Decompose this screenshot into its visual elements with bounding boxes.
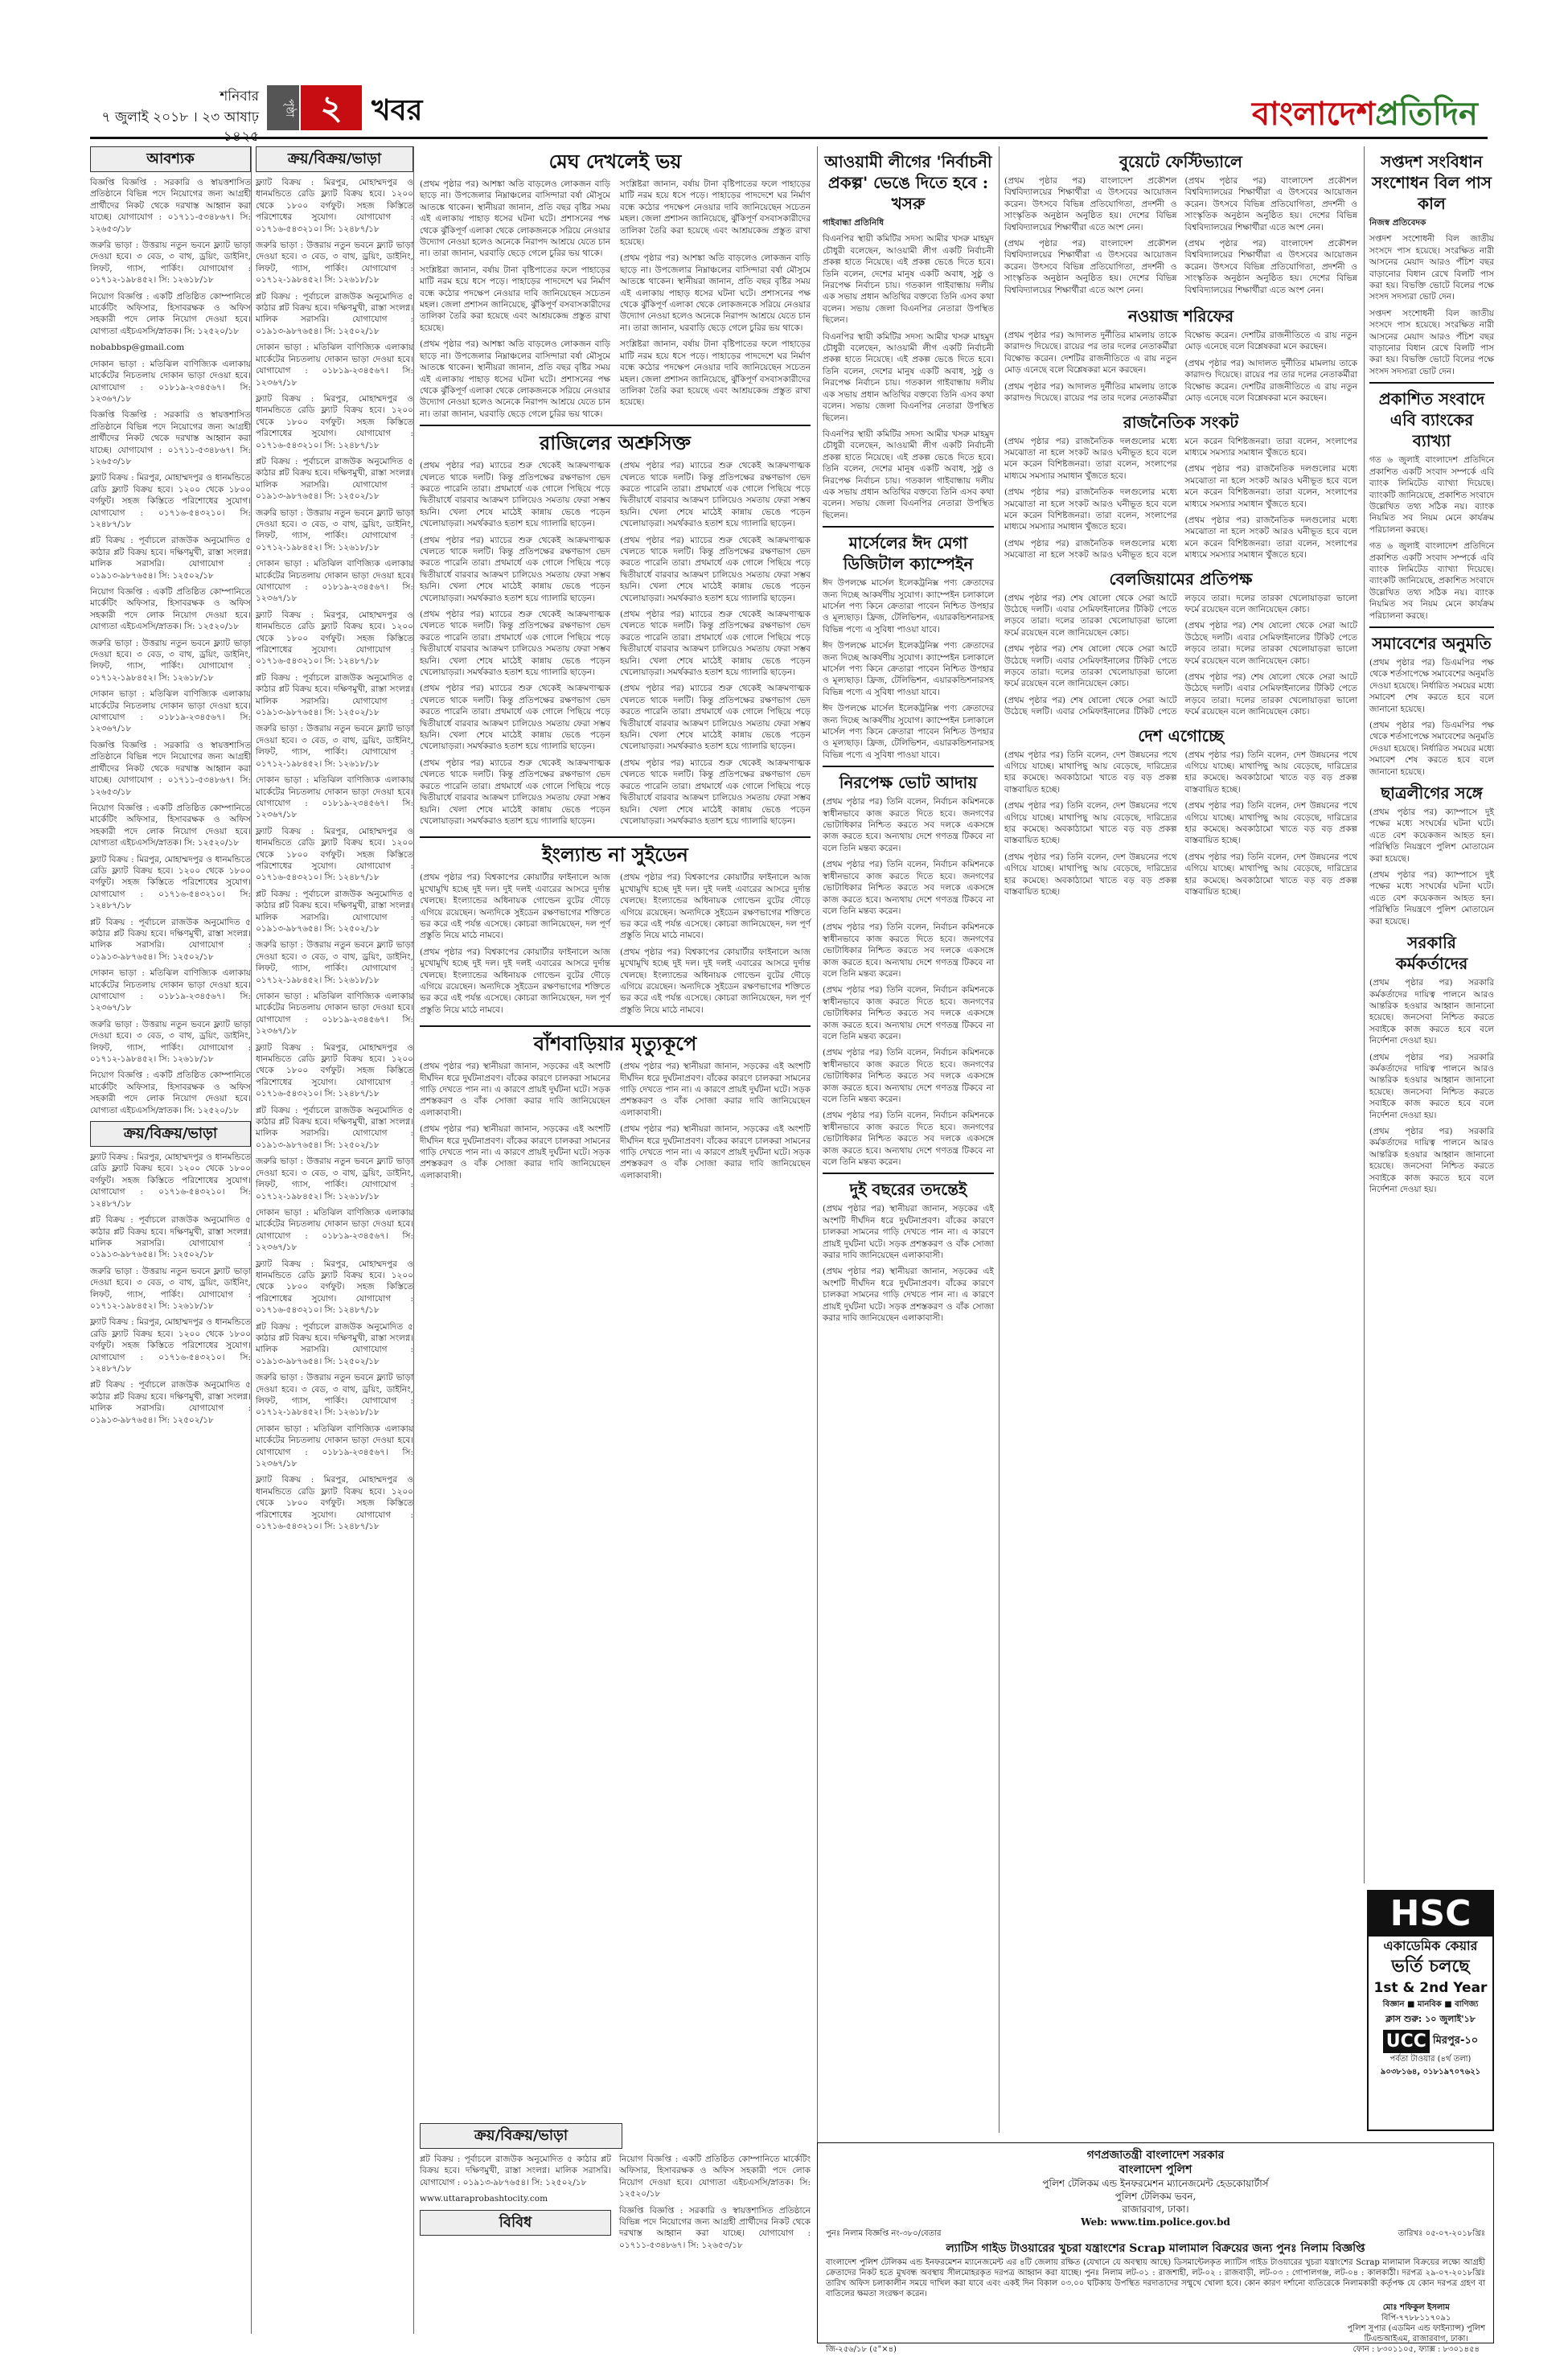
headline-amendment: সপ্তদশ সংবিধান সংশোধন বিল পাস কাল — [1372, 152, 1492, 213]
tender-signer: মোঃ শফিকুল ইসলাম — [1382, 2303, 1450, 2312]
story-paragraph: বিএনপির স্থায়ী কমিটির সদস্য আমীর খসরু মাহমুদ চৌধুরী বলেছেন, আওয়ামী লীগ একটি নির্বাচনী প্রকল্প হাতে নিয়েছে। এই প্রকল্প ভেঙে দিতে হবে। তিনি বলেন, দেশের মানুষ একটি অবাধ, সুষ্ঠু ও নিরপেক্ষ নির্বাচন চায়। গতকাল গাইবান্ধায় দলীয় এক সভায় প্রধান অতিথির বক্তব্যে তিনি এসব কথা বলেন। সভায় জেলা বিএনপির নেতারা উপস্থিত ছিলেন। — [823, 429, 994, 520]
classified-ad: ফ্ল্যাট বিক্রয় : মিরপুর, মোহাম্মদপুর ও ধানমন্ডিতে রেডি ফ্ল্যাট বিক্রয় হবে। ১২০০ থেকে ১৮০০ বর্গফুট। সহজ কিস্তিতে পরিশোধের সুযোগ। যোগাযোগ : ০১৭১৬-৫৪৩২১০। সি: ১২৪৮৭/১৮ — [256, 1042, 413, 1099]
story-paragraph: (প্রথম পৃষ্ঠার পর) তিনি বলেন, দেশ উন্নয়নের পথে এগিয়ে যাচ্ছে। মাথাপিছু আয় বেড়েছে, দারিদ্র্যের হার কমেছে। অবকাঠামো খাতে বড় বড় প্রকল্প বাস্তবায়িত হচ্ছে। — [1004, 750, 1177, 795]
date-label: ৭ জুলাই ২০১৮ । ২৩ আষাঢ় ১৪২৫ — [101, 109, 259, 145]
story-paragraph: (প্রথম পৃষ্ঠার পর) বিশ্বকাপের কোয়ার্টার ফাইনালে আজ মুখোমুখি হচ্ছে দুই দল। দুই দলই এবারের আসরে দুর্দান্ত খেলছে। ইংল্যান্ডের অধিনায়ক গোল্ডেন বুটের দৌড়ে এগিয়ে রয়েছেন। অন্যদিকে সুইডেন রক্ষণভাগের শক্তিতে ভর করে এই পর্যন্ত এসেছে। কোচরা জানিয়েছেন, দল পূর্ণ প্রস্তুতি নিয়ে মাঠে নামবে। — [420, 873, 610, 941]
story-paragraph: (প্রথম পৃষ্ঠার পর) স্থানীয়রা জানান, সড়কের এই অংশটি দীর্ঘদিন ধরে দুর্ঘটনাপ্রবণ। বাঁকের কারণে চালকরা সামনের গাড়ি দেখতে পান না। এ কারণে প্রায়ই দুর্ঘটনা ঘটে। সড়ক প্রশস্তকরণ ও বাঁক সোজা করার দাবি জানিয়েছেন এলাকাবাসী। — [420, 1124, 610, 1181]
story-paragraph: সপ্তদশ সংশোধনী বিল জাতীয় সংসদে পাস হয়েছে। সংরক্ষিত নারী আসনের মেয়াদ আরও পঁচিশ বছর বাড়ানোর বিধান রেখে বিলটি পাস করা হয়। বিভক্তি ভোটে বিলের পক্ষে সংসদ সদস্যরা ভোট দেন। — [1369, 234, 1494, 302]
story-body-buet — [1004, 175, 1357, 301]
headline-nawaz: নওয়াজ শরিফের — [1127, 306, 1234, 327]
divider — [823, 766, 994, 767]
story-paragraph: (প্রথম পৃষ্ঠার পর) ডিএমপির পক্ষ থেকে শর্তসাপেক্ষে সমাবেশের অনুমতি দেওয়া হয়েছে। নির্ধারিত সময়ের মধ্যে সমাবেশ শেষ করতে হবে বলে জানানো হয়েছে। — [1369, 657, 1494, 714]
story-paragraph: ঈদ উপলক্ষে মার্সেল ইলেকট্রনিক্স পণ্য ক্রেতাদের জন্য দিচ্ছে আকর্ষণীয় সুযোগ। ক্যাম্পেইন চলাকালে মার্সেল পণ্য কিনে ক্রেতারা পাবেন নিশ্চিত উপহার ও মূল্যছাড়। ফ্রিজ, টেলিভিশন, এয়ারকন্ডিশনারসহ বিভিন্ন পণ্যে এ সুবিধা পাওয়া যাবে। — [823, 704, 994, 760]
story-paragraph: (প্রথম পৃষ্ঠার পর) ম্যাচের শুরু থেকেই আক্রমণাত্মক খেলতে থাকে দলটি। কিন্তু প্রতিপক্ষের রক্ষণভাগ ভেদ করতে পারেনি তারা। প্রথমার্ধে এক গোলে পিছিয়ে পড়ে দ্বিতীয়ার্ধে বারবার আক্রমণ চালিয়েও সমতায় ফেরা সম্ভব হয়নি। খেলা শেষে মাঠেই কান্নায় ভেঙে পড়েন খেলোয়াড়রা। সমর্থকরাও হতাশ হয়ে গ্যালারি ছাড়েন। — [420, 758, 610, 826]
story-body-crisis — [1004, 436, 1357, 564]
classified-website: www.uttaraprobashtocity.com — [420, 2194, 548, 2204]
story-paragraph: (প্রথম পৃষ্ঠার পর) সরকারি কর্মকর্তাদের দায়িত্ব পালনে আরও আন্তরিক হওয়ার আহ্বান জানানো হয়েছে। জনসেবা নিশ্চিত করতে সবাইকে কাজ করতে হবে বলে নির্দেশনা দেওয়া হয়। — [1369, 1126, 1494, 1194]
story-paragraph: (প্রথম পৃষ্ঠার পর) তিনি বলেন, নির্বাচন কমিশনকে স্বাধীনভাবে কাজ করতে দিতে হবে। জনগণের ভোটাধিকার নিশ্চিত করতে সব দলকে একসঙ্গে কাজ করতে হবে। অন্যথায় দেশে গণতন্ত্র টিকবে না বলে তিনি মন্তব্য করেন। — [823, 922, 994, 979]
classified-ad: জরুরি ভাড়া : উত্তরায় নতুন ভবনে ফ্ল্যাট ভাড়া দেওয়া হবে। ৩ বেড, ৩ বাথ, ড্রয়িং, ডাইনিং, লিফট, গ্যাস, পার্কিং। যোগাযোগ : ০১৭১২-১৯৮৪৫২। সি: ১২৬১৮/১৮ — [90, 240, 251, 285]
page-label: পৃষ্ঠা — [267, 85, 299, 130]
headline-khasru: আওয়ামী লীগের 'নির্বাচনী প্রকল্প' ভেঙে দিতে হবে : খসরু — [824, 152, 992, 213]
tender-org: বাংলাদেশ পুলিশ — [1119, 2163, 1192, 2176]
story-paragraph: সংশ্লিষ্টরা জানান, বর্ষায় টানা বৃষ্টিপাতের ফলে পাহাড়ের মাটি নরম হয়ে ধসে পড়ে। পাহাড়ের পাদদেশে ঘর নির্মাণ বন্ধে কঠোর পদক্ষেপ নেওয়ার দাবি জানিয়েছেন সচেতন মহল। জেলা প্রশাসন জানিয়েছে, ঝুঁকিপূর্ণ বসবাসকারীদের তালিকা তৈরি করা হয়েছে এবং আশ্রয়কেন্দ্র প্রস্তুত রাখা হয়েছে। — [420, 265, 610, 333]
tender-signature-block — [1347, 2302, 1485, 2355]
story-paragraph: গত ৬ জুলাই বাংলাদেশ প্রতিদিনে প্রকাশিত একটি সংবাদ সম্পর্কে এবি ব্যাংক লিমিটেড ব্যাখ্যা দিয়েছে। ব্যাংকটি জানিয়েছে, প্রকাশিত সংবাদে উল্লেখিত তথ্য সঠিক নয়। ব্যাংক নিয়মিত সব নিয়ম মেনে কার্যক্রম পরিচালনা করছে। — [1369, 455, 1494, 535]
headline-crisis: রাজনৈতিক সংকট — [1123, 412, 1239, 432]
story-paragraph: (প্রথম পৃষ্ঠার পর) রাজনৈতিক দলগুলোর মধ্যে সমঝোতা না হলে সংকট আরও ঘনীভূত হবে বলে মনে করেন বিশিষ্টজনরা। তারা বলেন, সংলাপের মাধ্যমে সমস্যার সমাধান খুঁজতে হবে। — [1004, 436, 1357, 561]
story-paragraph: (প্রথম পৃষ্ঠার পর) আদালত দুর্নীতির মামলায় তাকে কারাদণ্ড দিয়েছে। রায়ের পর তার দলের নেতাকর্মীরা বিক্ষোভ করেন। দেশটির রাজনীতিতে এ রায় নতুন মোড় এনেছে বলে বিশ্লেষকরা মনে করছেন। — [1184, 358, 1357, 404]
story-paragraph: (প্রথম পৃষ্ঠার পর) স্থানীয়রা জানান, সড়কের এই অংশটি দীর্ঘদিন ধরে দুর্ঘটনাপ্রবণ। বাঁকের কারণে চালকরা সামনের গাড়ি দেখতে পান না। এ কারণে প্রায়ই দুর্ঘটনা ঘটে। সড়ক প্রশস্তকরণ ও বাঁক সোজা করার দাবি জানিয়েছেন এলাকাবাসী। — [823, 1204, 994, 1261]
classified-ad: প্লট বিক্রয় : পূর্বাচলে রাজউক অনুমোদিত ৫ কাঠার প্লট বিক্রয় হবে। দক্ষিণমুখী, রাস্তা সংলগ্ন। মালিক সরাসরি। যোগাযোগ : ০১৯১৩-৯৮৭৬৫৪। সি: ১২৫০২/১৮ — [90, 536, 251, 581]
tender-memo-row — [826, 2228, 1485, 2240]
classified-ad: নিয়োগ বিজ্ঞপ্তি : একটি প্রতিষ্ঠিত কোম্পানিতে মার্কেটিং অফিসার, হিসাবরক্ষক ও অফিস সহকারী পদে লোক নিয়োগ দেওয়া হবে। যোগ্যতা এইচএসসি/স্নাতক। সি: ১২৫২০/১৮ — [619, 2154, 811, 2199]
story-paragraph: (প্রথম পৃষ্ঠার পর) বাংলাদেশ প্রকৌশল বিশ্ববিদ্যালয়ের শিক্ষার্থীরা এ উৎসবের আয়োজন করেন। উৎসবে বিভিন্ন প্রতিযোগিতা, প্রদর্শনী ও সাংস্কৃতিক অনুষ্ঠান অনুষ্ঠিত হয়। দেশের বিভিন্ন বিশ্ববিদ্যালয়ের শিক্ষার্থীরা এতে অংশ নেন। — [1004, 176, 1177, 232]
classified-column-1 — [90, 146, 252, 2334]
headline-megh: মেঘ দেখলেই ভয় — [548, 150, 682, 173]
tender-date: তারিখঃ ০৫-০৭-২০১৮খ্রিঃ — [1398, 2229, 1485, 2238]
story-paragraph: (প্রথম পৃষ্ঠার পর) তিনি বলেন, নির্বাচন কমিশনকে স্বাধীনভাবে কাজ করতে দিতে হবে। জনগণের ভোটাধিকার নিশ্চিত করতে সব দলকে একসঙ্গে কাজ করতে হবে। অন্যথায় দেশে গণতন্ত্র টিকবে না বলে তিনি মন্তব্য করেন। — [823, 985, 994, 1041]
tender-place: পুলিশ টেলিকম ভবন, — [1114, 2191, 1197, 2202]
story-paragraph: (প্রথম পৃষ্ঠার পর) শেষ ষোলো থেকে সেরা আটে উঠেছে দলটি। এবার সেমিফাইনালের টিকিট পেতে লড়বে তারা। দলের তারকা খেলোয়াড়রা ভালো ফর্মে রয়েছেন বলে জানিয়েছেন কোচ। — [1184, 672, 1357, 717]
headline-rally: সমাবেশের অনুমতি — [1372, 633, 1492, 653]
story-paragraph: বিএনপির স্থায়ী কমিটির সদস্য আমীর খসরু মাহমুদ চৌধুরী বলেছেন, আওয়ামী লীগ একটি নির্বাচনী প্রকল্প হাতে নিয়েছে। এই প্রকল্প ভেঙে দিতে হবে। তিনি বলেন, দেশের মানুষ একটি অবাধ, সুষ্ঠু ও নিরপেক্ষ নির্বাচন চায়। গতকাল গাইবান্ধায় দলীয় এক সভায় প্রধান অতিথির বক্তব্যে তিনি এসব কথা বলেন। সভায় জেলা বিএনপির নেতারা উপস্থিত ছিলেন। — [823, 234, 994, 326]
classified-ad: জরুরি ভাড়া : উত্তরায় নতুন ভবনে ফ্ল্যাট ভাড়া দেওয়া হবে। ৩ বেড, ৩ বাথ, ড্রয়িং, ডাইনিং, লিফট, গ্যাস, পার্কিং। যোগাযোগ : ০১৭১২-১৯৮৪৫২। সি: ১২৬১৮/১৮ — [90, 1266, 251, 1311]
story-paragraph: (প্রথম পৃষ্ঠার পর) সরকারি কর্মকর্তাদের দায়িত্ব পালনে আরও আন্তরিক হওয়ার আহ্বান জানানো হয়েছে। জনসেবা নিশ্চিত করতে সবাইকে কাজ করতে হবে বলে নির্দেশনা দেওয়া হয়। — [1369, 1052, 1494, 1120]
story-paragraph: (প্রথম পৃষ্ঠার পর) বাংলাদেশ প্রকৌশল বিশ্ববিদ্যালয়ের শিক্ষার্থীরা এ উৎসবের আয়োজন করেন। উৎসবে বিভিন্ন প্রতিযোগিতা, প্রদর্শনী ও সাংস্কৃতিক অনুষ্ঠান অনুষ্ঠিত হয়। দেশের বিভিন্ন বিশ্ববিদ্যালয়ের শিক্ষার্থীরা এতে অংশ নেন। — [1184, 239, 1357, 295]
hsc-line2: ভর্তি চলছে — [1391, 1957, 1470, 1977]
tender-website: Web: www.tim.police.gov.bd — [1081, 2216, 1230, 2228]
story-paragraph: (প্রথম পৃষ্ঠার পর) ডিএমপির পক্ষ থেকে শর্তসাপেক্ষে সমাবেশের অনুমতি দেওয়া হয়েছে। নির্ধারিত সময়ের মধ্যে সমাবেশ শেষ করতে হবে বলে জানানো হয়েছে। — [1369, 721, 1494, 777]
divider — [420, 425, 811, 426]
classified-ad: জরুরি ভাড়া : উত্তরায় নতুন ভবনে ফ্ল্যাট ভাড়া দেওয়া হবে। ৩ বেড, ৩ বাথ, ড্রয়িং, ডাইনিং, লিফট, গ্যাস, পার্কিং। যোগাযোগ : ০১৭১২-১৯৮৪৫২। সি: ১২৬১৮/১৮ — [90, 638, 251, 683]
classified-ad: দোকান ভাড়া : মতিঝিল বাণিজ্যিক এলাকায় মার্কেটের নিচতলায় দোকান ভাড়া দেওয়া হবে। যোগাযোগ : ০১৮১৯-২৩৪৫৬৭। সি: ১২৩৬৭/১৮ — [256, 559, 413, 604]
tender-contact: ফোন : ৮৩০১১০৫, ফ্যাক্স : ৮৩০১৪৫৪ — [1353, 2345, 1480, 2354]
classified-header-1: আবশ্যক — [90, 146, 251, 172]
classified-ad: ফ্ল্যাট বিক্রয় : মিরপুর, মোহাম্মদপুর ও ধানমন্ডিতে রেডি ফ্ল্যাট বিক্রয় হবে। ১২০০ থেকে ১৮০০ বর্গফুট। সহজ কিস্তিতে পরিশোধের সুযোগ। যোগাযোগ : ০১৭১৬-৫৪৩২১০। সি: ১২৪৮৭/১৮ — [256, 1259, 413, 1316]
story-paragraph: সংশ্লিষ্টরা জানান, বর্ষায় টানা বৃষ্টিপাতের ফলে পাহাড়ের মাটি নরম হয়ে ধসে পড়ে। পাহাড়ের পাদদেশে ঘর নির্মাণ বন্ধে কঠোর পদক্ষেপ নেওয়ার দাবি জানিয়েছেন সচেতন মহল। জেলা প্রশাসন জানিয়েছে, ঝুঁকিপূর্ণ বসবাসকারীদের তালিকা তৈরি করা হয়েছে এবং আশ্রয়কেন্দ্র প্রস্তুত রাখা হয়েছে। — [620, 339, 811, 408]
story-paragraph: (প্রথম পৃষ্ঠার পর) ম্যাচের শুরু থেকেই আক্রমণাত্মক খেলতে থাকে দলটি। কিন্তু প্রতিপক্ষের রক্ষণভাগ ভেদ করতে পারেনি তারা। প্রথমার্ধে এক গোলে পিছিয়ে পড়ে দ্বিতীয়ার্ধে বারবার আক্রমণ চালিয়েও সমতায় ফেরা সম্ভব হয়নি। খেলা শেষে মাঠেই কান্নায় ভেঙে পড়েন খেলোয়াড়রা। সমর্থকরাও হতাশ হয়ে গ্যালারি ছাড়েন। — [420, 684, 610, 752]
headline-england: ইংল্যান্ড না সুইডেন — [542, 843, 688, 867]
classified-ad: জরুরি ভাড়া : উত্তরায় নতুন ভবনে ফ্ল্যাট ভাড়া দেওয়া হবে। ৩ বেড, ৩ বাথ, ড্রয়িং, ডাইনিং, লিফট, গ্যাস, পার্কিং। যোগাযোগ : ০১৭১২-১৯৮৪৫২। সি: ১২৬১৮/১৮ — [256, 724, 413, 769]
tender-memo: পুনঃ নিলাম বিজ্ঞপ্তি নং-৩৮০/বেতার — [826, 2229, 942, 2238]
story-body-bashbaria — [420, 1061, 811, 1186]
story-paragraph: (প্রথম পৃষ্ঠার পর) তিনি বলেন, নির্বাচন কমিশনকে স্বাধীনভাবে কাজ করতে দিতে হবে। জনগণের ভোটাধিকার নিশ্চিত করতে সব দলকে একসঙ্গে কাজ করতে হবে। অন্যথায় দেশে গণতন্ত্র টিকবে না বলে তিনি মন্তব্য করেন। — [823, 1111, 994, 1168]
classified-ad: দোকান ভাড়া : মতিঝিল বাণিজ্যিক এলাকায় মার্কেটের নিচতলায় দোকান ভাড়া দেওয়া হবে। যোগাযোগ : ০১৮১৯-২৩৪৫৬৭। সি: ১২৩৬৭/১৮ — [90, 968, 251, 1013]
story-paragraph: গত ৬ জুলাই বাংলাদেশ প্রতিদিনে প্রকাশিত একটি সংবাদ সম্পর্কে এবি ব্যাংক লিমিটেড ব্যাখ্যা দিয়েছে। ব্যাংকটি জানিয়েছে, প্রকাশিত সংবাদে উল্লেখিত তথ্য সঠিক নয়। ব্যাংক নিয়মিত সব নিয়ম মেনে কার্যক্রম পরিচালনা করছে। — [1369, 541, 1494, 621]
headline-ab-bank: প্রকাশিত সংবাদে এবি ব্যাংকের ব্যাখ্যা — [1378, 389, 1485, 451]
classified-ad: ফ্ল্যাট বিক্রয় : মিরপুর, মোহাম্মদপুর ও ধানমন্ডিতে রেডি ফ্ল্যাট বিক্রয় হবে। ১২০০ থেকে ১৮০০ বর্গফুট। সহজ কিস্তিতে পরিশোধের সুযোগ। যোগাযোগ : ০১৭১৬-৫৪৩২১০। সি: ১২৪৮৭/১৮ — [256, 826, 413, 883]
mid-classifieds — [420, 2123, 811, 2332]
classified-ad: বিজ্ঞপ্তি বিজ্ঞপ্তি : সরকারি ও স্বায়ত্তশাসিত প্রতিষ্ঠানে বিভিন্ন পদে নিয়োগের জন্য আগ্রহী প্রার্থীদের নিকট থেকে দরখাস্ত আহ্বান করা যাচ্ছে। যোগাযোগ : ০১৭১১-৫৩৪৮৬৭। সি: ১২৬৫৩/১৮ — [90, 410, 251, 466]
classified-ad: বিজ্ঞপ্তি বিজ্ঞপ্তি : সরকারি ও স্বায়ত্তশাসিত প্রতিষ্ঠানে বিভিন্ন পদে নিয়োগের জন্য আগ্রহী প্রার্থীদের নিকট থেকে দরখাস্ত আহ্বান করা যাচ্ছে। যোগাযোগ : ০১৭১১-৫৩৪৮৬৭। সি: ১২৬৫৩/১৮ — [90, 178, 251, 234]
headline-belgium: বেলজিয়ামের প্রতিপক্ষ — [1109, 569, 1253, 589]
classified-ad: নিয়োগ বিজ্ঞপ্তি : একটি প্রতিষ্ঠিত কোম্পানিতে মার্কেটিং অফিসার, হিসাবরক্ষক ও অফিস সহকারী পদে লোক নিয়োগ দেওয়া হবে। যোগ্যতা এইচএসসি/স্নাতক। সি: ১২৫২০/১৮ — [90, 1070, 251, 1115]
classified-ad: প্লট বিক্রয় : পূর্বাচলে রাজউক অনুমোদিত ৫ কাঠার প্লট বিক্রয় হবে। দক্ষিণমুখী, রাস্তা সংলগ্ন। মালিক সরাসরি। যোগাযোগ : ০১৯১৩-৯৮৭৬৫৪। সি: ১২৫০২/১৮ — [256, 291, 413, 336]
divider — [823, 1173, 994, 1174]
story-paragraph: (প্রথম পৃষ্ঠার পর) ম্যাচের শুরু থেকেই আক্রমণাত্মক খেলতে থাকে দলটি। কিন্তু প্রতিপক্ষের রক্ষণভাগ ভেদ করতে পারেনি তারা। প্রথমার্ধে এক গোলে পিছিয়ে পড়ে দ্বিতীয়ার্ধে বারবার আক্রমণ চালিয়েও সমতায় ফেরা সম্ভব হয়নি। খেলা শেষে মাঠেই কান্নায় ভেঙে পড়েন খেলোয়াড়রা। সমর্থকরাও হতাশ হয়ে গ্যালারি ছাড়েন। — [620, 535, 811, 603]
section-title: খবর — [371, 93, 423, 127]
classified-ad: ফ্ল্যাট বিক্রয় : মিরপুর, মোহাম্মদপুর ও ধানমন্ডিতে রেডি ফ্ল্যাট বিক্রয় হবে। ১২০০ থেকে ১৮০০ বর্গফুট। সহজ কিস্তিতে পরিশোধের সুযোগ। যোগাযোগ : ০১৭১৬-৫৪৩২১০। সি: ১২৪৮৭/১৮ — [90, 854, 251, 911]
story-paragraph: (প্রথম পৃষ্ঠার পর) সরকারি কর্মকর্তাদের দায়িত্ব পালনে আরও আন্তরিক হওয়ার আহ্বান জানানো হয়েছে। জনসেবা নিশ্চিত করতে সবাইকে কাজ করতে হবে বলে নির্দেশনা দেওয়া হয়। — [1369, 978, 1494, 1046]
tender-unit: পুলিশ টেলিকম এন্ড ইনফরমেশন ম্যানেজমেন্ট হেডকোয়ার্টার্স — [1042, 2178, 1269, 2189]
story-body-england — [420, 872, 811, 1021]
story-paragraph: (প্রথম পৃষ্ঠার পর) বিশ্বকাপের কোয়ার্টার ফাইনালে আজ মুখোমুখি হচ্ছে দুই দল। দুই দলই এবারের আসরে দুর্দান্ত খেলছে। ইংল্যান্ডের অধিনায়ক গোল্ডেন বুটের দৌড়ে এগিয়ে রয়েছেন। অন্যদিকে সুইডেন রক্ষণভাগের শক্তিতে ভর করে এই পর্যন্ত এসেছে। কোচরা জানিয়েছেন, দল পূর্ণ প্রস্তুতি নিয়ে মাঠে নামবে। — [420, 947, 610, 1015]
story-paragraph: (প্রথম পৃষ্ঠার পর) আদালত দুর্নীতির মামলায় তাকে কারাদণ্ড দিয়েছে। রায়ের পর তার দলের নেতাকর্মীরা বিক্ষোভ করেন। দেশটির রাজনীতিতে এ রায় নতুন মোড় এনেছে বলে বিশ্লেষকরা মনে করছেন। — [1004, 331, 1177, 376]
headline-officials: সরকারি কর্মকর্তাদের — [1395, 933, 1468, 974]
headline-bashbaria: বাঁশবাড়িয়ার মৃত্যুকূপে — [533, 1032, 697, 1056]
hsc-address: পর্বতা টাওয়ার (৪র্থ তলা) — [1389, 2055, 1472, 2064]
story-paragraph: (প্রথম পৃষ্ঠার পর) তিনি বলেন, দেশ উন্নয়নের পথে এগিয়ে যাচ্ছে। মাথাপিছু আয় বেড়েছে, দারিদ্র্যের হার কমেছে। অবকাঠামো খাতে বড় বড় প্রকল্প বাস্তবায়িত হচ্ছে। — [1184, 852, 1357, 897]
headline-buet: বুয়েটে ফেস্টিভ্যালে — [1119, 152, 1242, 171]
classified-column-2 — [256, 146, 414, 2334]
headline-country: দেশ এগোচ্ছে — [1138, 725, 1224, 745]
story-paragraph: (প্রথম পৃষ্ঠার পর) ক্যাম্পাসে দুই পক্ষের মধ্যে সংঘর্ষের ঘটনা ঘটে। এতে বেশ কয়েকজন আহত হন। পরিস্থিতি নিয়ন্ত্রণে পুলিশ মোতায়েন করা হয়েছে। — [1369, 870, 1494, 926]
classified-ad: দোকান ভাড়া : মতিঝিল বাণিজ্যিক এলাকায় মার্কেটের নিচতলায় দোকান ভাড়া দেওয়া হবে। যোগাযোগ : ০১৮১৯-২৩৪৫৬৭। সি: ১২৩৬৭/১৮ — [256, 343, 413, 388]
tender-ref: জি-২৫৬/১৮ (৫"×৪) — [826, 2345, 897, 2354]
mid-classified-header2: বিবিধ — [420, 2210, 611, 2236]
story-paragraph: (প্রথম পৃষ্ঠার পর) স্থানীয়রা জানান, সড়কের এই অংশটি দীর্ঘদিন ধরে দুর্ঘটনাপ্রবণ। বাঁকের কারণে চালকরা সামনের গাড়ি দেখতে পান না। এ কারণে প্রায়ই দুর্ঘটনা ঘটে। সড়ক প্রশস্তকরণ ও বাঁক সোজা করার দাবি জানিয়েছেন এলাকাবাসী। — [620, 1062, 811, 1118]
story-paragraph: (প্রথম পৃষ্ঠার পর) ম্যাচের শুরু থেকেই আক্রমণাত্মক খেলতে থাকে দলটি। কিন্তু প্রতিপক্ষের রক্ষণভাগ ভেদ করতে পারেনি তারা। প্রথমার্ধে এক গোলে পিছিয়ে পড়ে দ্বিতীয়ার্ধে বারবার আক্রমণ চালিয়েও সমতায় ফেরা সম্ভব হয়নি। খেলা শেষে মাঠেই কান্নায় ভেঙে পড়েন খেলোয়াড়রা। সমর্থকরাও হতাশ হয়ে গ্যালারি ছাড়েন। — [620, 461, 811, 529]
classified-ad: বিজ্ঞপ্তি বিজ্ঞপ্তি : সরকারি ও স্বায়ত্তশাসিত প্রতিষ্ঠানে বিভিন্ন পদে নিয়োগের জন্য আগ্রহী প্রার্থীদের নিকট থেকে দরখাস্ত আহ্বান করা যাচ্ছে। যোগাযোগ : ০১৭১১-৫৩৪৮৬৭। সি: ১২৬৫৩/১৮ — [90, 740, 251, 797]
story-paragraph: সপ্তদশ সংশোধনী বিল জাতীয় সংসদে পাস হয়েছে। সংরক্ষিত নারী আসনের মেয়াদ আরও পঁচিশ বছর বাড়ানোর বিধান রেখে বিলটি পাস করা হয়। বিভক্তি ভোটে বিলের পক্ষে সংসদ সদস্যরা ভোট দেন। — [1369, 308, 1494, 376]
story-body-brazil — [420, 460, 811, 832]
story-paragraph: (প্রথম পৃষ্ঠার পর) তিনি বলেন, দেশ উন্নয়নের পথে এগিয়ে যাচ্ছে। মাথাপিছু আয় বেড়েছে, দারিদ্র্যের হার কমেছে। অবকাঠামো খাতে বড় বড় প্রকল্প বাস্তবায়িত হচ্ছে। — [1004, 801, 1177, 846]
classified-header-2: ক্রয়/বিক্রয়/ভাড়া — [256, 146, 413, 172]
classified-ad: প্লট বিক্রয় : পূর্বাচলে রাজউক অনুমোদিত ৫ কাঠার প্লট বিক্রয় হবে। দক্ষিণমুখী, রাস্তা সংলগ্ন। মালিক সরাসরি। যোগাযোগ : ০১৯১৩-৯৮৭৬৫৪। সি: ১২৫০২/১৮ — [256, 1105, 413, 1150]
story-paragraph: ঈদ উপলক্ষে মার্সেল ইলেকট্রনিক্স পণ্য ক্রেতাদের জন্য দিচ্ছে আকর্ষণীয় সুযোগ। ক্যাম্পেইন চলাকালে মার্সেল পণ্য কিনে ক্রেতারা পাবেন নিশ্চিত উপহার ও মূল্যছাড়। ফ্রিজ, টেলিভিশন, এয়ারকন্ডিশনারসহ বিভিন্ন পণ্যে এ সুবিধা পাওয়া যাবে। — [823, 641, 994, 697]
headline-two-years: দুই বছরের তদন্তেই — [849, 1180, 967, 1200]
classified-ad: নিয়োগ বিজ্ঞপ্তি : একটি প্রতিষ্ঠিত কোম্পানিতে মার্কেটিং অফিসার, হিসাবরক্ষক ও অফিস সহকারী পদে লোক নিয়োগ দেওয়া হবে। যোগ্যতা এইচএসসি/স্নাতক। সি: ১২৫২০/১৮ — [90, 291, 251, 336]
classified-ad: প্লট বিক্রয় : পূর্বাচলে রাজউক অনুমোদিত ৫ কাঠার প্লট বিক্রয় হবে। দক্ষিণমুখী, রাস্তা সংলগ্ন। মালিক সরাসরি। যোগাযোগ : ০১৯১৩-৯৮৭৬৫৪। সি: ১২৫০২/১৮ — [420, 2154, 611, 2187]
classified-ad: জরুরি ভাড়া : উত্তরায় নতুন ভবনে ফ্ল্যাট ভাড়া দেওয়া হবে। ৩ বেড, ৩ বাথ, ড্রয়িং, ডাইনিং, লিফট, গ্যাস, পার্কিং। যোগাযোগ : ০১৭১২-১৯৮৪৫২। সি: ১২৬১৮/১৮ — [256, 507, 413, 552]
classified-ad: জরুরি ভাড়া : উত্তরায় নতুন ভবনে ফ্ল্যাট ভাড়া দেওয়া হবে। ৩ বেড, ৩ বাথ, ড্রয়িং, ডাইনিং, লিফট, গ্যাস, পার্কিং। যোগাযোগ : ০১৭১২-১৯৮৪৫২। সি: ১২৬১৮/১৮ — [256, 240, 413, 285]
story-paragraph: বিএনপির স্থায়ী কমিটির সদস্য আমীর খসরু মাহমুদ চৌধুরী বলেছেন, আওয়ামী লীগ একটি নির্বাচনী প্রকল্প হাতে নিয়েছে। এই প্রকল্প ভেঙে দিতে হবে। তিনি বলেন, দেশের মানুষ একটি অবাধ, সুষ্ঠু ও নিরপেক্ষ নির্বাচন চায়। গতকাল গাইবান্ধায় দলীয় এক সভায় প্রধান অতিথির বক্তব্যে তিনি এসব কথা বলেন। সভায় জেলা বিএনপির নেতারা উপস্থিত ছিলেন। — [823, 331, 994, 423]
hsc-line1: একাডেমিক কেয়ার — [1383, 1938, 1478, 1953]
divider — [420, 1025, 811, 1027]
page-number: ২ — [301, 85, 362, 130]
story-paragraph: (প্রথম পৃষ্ঠার পর) বিশ্বকাপের কোয়ার্টার ফাইনালে আজ মুখোমুখি হচ্ছে দুই দল। দুই দলই এবারের আসরে দুর্দান্ত খেলছে। ইংল্যান্ডের অধিনায়ক গোল্ডেন বুটের দৌড়ে এগিয়ে রয়েছেন। অন্যদিকে সুইডেন রক্ষণভাগের শক্তিতে ভর করে এই পর্যন্ত এসেছে। কোচরা জানিয়েছেন, দল পূর্ণ প্রস্তুতি নিয়ে মাঠে নামবে। — [620, 947, 811, 1015]
tender-signer-title: পুলিশ সুপার (এডমিন এন্ড ফাইন্যান্স) পুলিশ — [1347, 2324, 1485, 2333]
classified-ad: প্লট বিক্রয় : পূর্বাচলে রাজউক অনুমোদিত ৫ কাঠার প্লট বিক্রয় হবে। দক্ষিণমুখী, রাস্তা সংলগ্ন। মালিক সরাসরি। যোগাযোগ : ০১৯১৩-৯৮৭৬৫৪। সি: ১২৫০২/১৮ — [90, 917, 251, 962]
mid-classified-body — [420, 2154, 811, 2251]
story-paragraph: (প্রথম পৃষ্ঠার পর) ম্যাচের শুরু থেকেই আক্রমণাত্মক খেলতে থাকে দলটি। কিন্তু প্রতিপক্ষের রক্ষণভাগ ভেদ করতে পারেনি তারা। প্রথমার্ধে এক গোলে পিছিয়ে পড়ে দ্বিতীয়ার্ধে বারবার আক্রমণ চালিয়েও সমতায় ফেরা সম্ভব হয়নি। খেলা শেষে মাঠেই কান্নায় ভেঙে পড়েন খেলোয়াড়রা। সমর্থকরাও হতাশ হয়ে গ্যালারি ছাড়েন। — [420, 535, 610, 603]
story-paragraph: (প্রথম পৃষ্ঠার পর) বিশ্বকাপের কোয়ার্টার ফাইনালে আজ মুখোমুখি হচ্ছে দুই দল। দুই দলই এবারের আসরে দুর্দান্ত খেলছে। ইংল্যান্ডের অধিনায়ক গোল্ডেন বুটের দৌড়ে এগিয়ে রয়েছেন। অন্যদিকে সুইডেন রক্ষণভাগের শক্তিতে ভর করে এই পর্যন্ত এসেছে। কোচরা জানিয়েছেন, দল পূর্ণ প্রস্তুতি নিয়ে মাঠে নামবে। — [620, 873, 811, 941]
classified-ad: প্লট বিক্রয় : পূর্বাচলে রাজউক অনুমোদিত ৫ কাঠার প্লট বিক্রয় হবে। দক্ষিণমুখী, রাস্তা সংলগ্ন। মালিক সরাসরি। যোগাযোগ : ০১৯১৩-৯৮৭৬৫৪। সি: ১২৫০২/১৮ — [90, 1215, 251, 1260]
classified-ad: ফ্ল্যাট বিক্রয় : মিরপুর, মোহাম্মদপুর ও ধানমন্ডিতে রেডি ফ্ল্যাট বিক্রয় হবে। ১২০০ থেকে ১৮০০ বর্গফুট। সহজ কিস্তিতে পরিশোধের সুযোগ। যোগাযোগ : ০১৭১৬-৫৪৩২১০। সি: ১২৪৮৭/১৮ — [256, 178, 413, 234]
divider — [823, 526, 994, 528]
story-body-belgium — [1004, 593, 1357, 721]
story-paragraph: (প্রথম পৃষ্ঠার পর) ম্যাচের শুরু থেকেই আক্রমণাত্মক খেলতে থাকে দলটি। কিন্তু প্রতিপক্ষের রক্ষণভাগ ভেদ করতে পারেনি তারা। প্রথমার্ধে এক গোলে পিছিয়ে পড়ে দ্বিতীয়ার্ধে বারবার আক্রমণ চালিয়েও সমতায় ফেরা সম্ভব হয়নি। খেলা শেষে মাঠেই কান্নায় ভেঙে পড়েন খেলোয়াড়রা। সমর্থকরাও হতাশ হয়ে গ্যালারি ছাড়েন। — [620, 758, 811, 826]
story-paragraph: (প্রথম পৃষ্ঠার পর) বাংলাদেশ প্রকৌশল বিশ্ববিদ্যালয়ের শিক্ষার্থীরা এ উৎসবের আয়োজন করেন। উৎসবে বিভিন্ন প্রতিযোগিতা, প্রদর্শনী ও সাংস্কৃতিক অনুষ্ঠান অনুষ্ঠিত হয়। দেশের বিভিন্ন বিশ্ববিদ্যালয়ের শিক্ষার্থীরা এতে অংশ নেন। — [1184, 176, 1357, 232]
story-paragraph: (প্রথম পৃষ্ঠার পর) রাজনৈতিক দলগুলোর মধ্যে সমঝোতা না হলে সংকট আরও ঘনীভূত হবে বলে মনে করেন বিশিষ্টজনরা। তারা বলেন, সংলাপের মাধ্যমে সমস্যার সমাধান খুঁজতে হবে। — [1184, 515, 1357, 561]
hsc-advertisement — [1367, 1890, 1494, 2131]
story-paragraph: (প্রথম পৃষ্ঠার পর) রাজনৈতিক দলগুলোর মধ্যে সমঝোতা না হলে সংকট আরও ঘনীভূত হবে বলে মনে করেন বিশিষ্টজনরা। তারা বলেন, সংলাপের মাধ্যমে সমস্যার সমাধান খুঁজতে হবে। — [1184, 464, 1357, 509]
headline-chhatra-league: ছাত্রলীগের সঙ্গে — [1381, 783, 1483, 803]
hsc-branch: মিরপুর-১০ — [1432, 2035, 1479, 2047]
tender-signer-office: টিএন্ডআইএম, রাজারবাগ, ঢাকা। — [1364, 2335, 1468, 2343]
classified-ad: প্লট বিক্রয় : পূর্বাচলে রাজউক অনুমোদিত ৫ কাঠার প্লট বিক্রয় হবে। দক্ষিণমুখী, রাস্তা সংলগ্ন। মালিক সরাসরি। যোগাযোগ : ০১৯১৩-৯৮৭৬৫৪। সি: ১২৫০২/১৮ — [256, 672, 413, 718]
classified-ad: ফ্ল্যাট বিক্রয় : মিরপুর, মোহাম্মদপুর ও ধানমন্ডিতে রেডি ফ্ল্যাট বিক্রয় হবে। ১২০০ থেকে ১৮০০ বর্গফুট। সহজ কিস্তিতে পরিশোধের সুযোগ। যোগাযোগ : ০১৭১৬-৫৪৩২১০। সি: ১২৪৮৭/১৮ — [256, 1475, 413, 1532]
classified-ad: ফ্ল্যাট বিক্রয় : মিরপুর, মোহাম্মদপুর ও ধানমন্ডিতে রেডি ফ্ল্যাট বিক্রয় হবে। ১২০০ থেকে ১৮০০ বর্গফুট। সহজ কিস্তিতে পরিশোধের সুযোগ। যোগাযোগ : ০১৭১৬-৫৪৩২১০। সি: ১২৪৮৭/১৮ — [90, 1152, 251, 1209]
hsc-brand: UCC — [1383, 2030, 1430, 2053]
divider — [420, 836, 811, 838]
story-paragraph: (প্রথম পৃষ্ঠার পর) তিনি বলেন, দেশ উন্নয়নের পথে এগিয়ে যাচ্ছে। মাথাপিছু আয় বেড়েছে, দারিদ্র্যের হার কমেছে। অবকাঠামো খাতে বড় বড় প্রকল্প বাস্তবায়িত হচ্ছে। — [1184, 801, 1357, 846]
tender-signer-id: বিপি-৭৭৮৮১১৭০৯১ — [1381, 2314, 1451, 2323]
classified-ad: দোকান ভাড়া : মতিঝিল বাণিজ্যিক এলাকায় মার্কেটের নিচতলায় দোকান ভাড়া দেওয়া হবে। যোগাযোগ : ০১৮১৯-২৩৪৫৬৭। সি: ১২৩৬৭/১৮ — [256, 1423, 413, 1469]
classified-ad: দোকান ভাড়া : মতিঝিল বাণিজ্যিক এলাকায় মার্কেটের নিচতলায় দোকান ভাড়া দেওয়া হবে। যোগাযোগ : ০১৮১৯-২৩৪৫৬৭। সি: ১২৩৬৭/১৮ — [256, 775, 413, 820]
headline-marcel: মার্সেলের ঈদ মেগা ডিজিটাল ক্যাম্পেইন — [843, 533, 974, 574]
tender-footer — [826, 2302, 1485, 2355]
tender-body: বাংলাদেশ পুলিশ টেলিকম এন্ড ইনফরমেশন ম্যানেজমেন্ট এর ৪টি জেলায় রক্ষিত (যেখানে যে অবস্থায় আছে) ডিসমান্টেলকৃত ল্যাটিস গাইড টাওয়ারের খুচরা যন্ত্রাংশের Scrap মালামাল বিক্রয়ের লক্ষ্যে আগ্রহী ক্রেতাদের নিকট হতে মুখবন্ধ অবস্থায় সীলমোহরকৃত দরপত্র আহ্বান করা যাচ্ছে। পুনঃ নিলাম লট-০১ : রাজশাহী, লট-০২ : রাজবাড়ী, লট-০৩ : গোপালগঞ্জ, লট-০৪ : কালকাঠী। দরপত্র ২৯-০৭-২০১৮খ্রিঃ তারিখ অফিস চলাকালীন সময়ে দাখিল করা যাবে এবং একই দিন বিকাল ০৩.০০ ঘটিকায় উপস্থিত দরদাতাদের সম্মুখে খোলা হবে। কোন কারণ দর্শানো ব্যতিরেকে নিলামকারী কর্তৃপক্ষ যে কোন দরপত্র গ্রহণ বা বাতিলের ক্ষমতা সংরক্ষণ করেন। — [826, 2258, 1485, 2298]
story-paragraph: (প্রথম পৃষ্ঠার পর) ম্যাচের শুরু থেকেই আক্রমণাত্মক খেলতে থাকে দলটি। কিন্তু প্রতিপক্ষের রক্ষণভাগ ভেদ করতে পারেনি তারা। প্রথমার্ধে এক গোলে পিছিয়ে পড়ে দ্বিতীয়ার্ধে বারবার আক্রমণ চালিয়েও সমতায় ফেরা সম্ভব হয়নি। খেলা শেষে মাঠেই কান্নায় ভেঙে পড়েন খেলোয়াড়রা। সমর্থকরাও হতাশ হয়ে গ্যালারি ছাড়েন। — [620, 610, 811, 678]
hsc-phone: ৯০৩৮১৬৪, ০১৮১৯৭০৭৬২১ — [1380, 2068, 1481, 2076]
classified-ad: দোকান ভাড়া : মতিঝিল বাণিজ্যিক এলাকায় মার্কেটের নিচতলায় দোকান ভাড়া দেওয়া হবে। যোগাযোগ : ০১৮১৯-২৩৪৫৬৭। সি: ১২৩৬৭/১৮ — [256, 992, 413, 1037]
story-paragraph: (প্রথম পৃষ্ঠার পর) তিনি বলেন, নির্বাচন কমিশনকে স্বাধীনভাবে কাজ করতে দিতে হবে। জনগণের ভোটাধিকার নিশ্চিত করতে সব দলকে একসঙ্গে কাজ করতে হবে। অন্যথায় দেশে গণতন্ত্র টিকবে না বলে তিনি মন্তব্য করেন। — [823, 1048, 994, 1104]
story-body-megh — [420, 179, 811, 420]
story-paragraph: (প্রথম পৃষ্ঠার পর) ম্যাচের শুরু থেকেই আক্রমণাত্মক খেলতে থাকে দলটি। কিন্তু প্রতিপক্ষের রক্ষণভাগ ভেদ করতে পারেনি তারা। প্রথমার্ধে এক গোলে পিছিয়ে পড়ে দ্বিতীয়ার্ধে বারবার আক্রমণ চালিয়েও সমতায় ফেরা সম্ভব হয়নি। খেলা শেষে মাঠেই কান্নায় ভেঙে পড়েন খেলোয়াড়রা। সমর্থকরাও হতাশ হয়ে গ্যালারি ছাড়েন। — [620, 684, 811, 752]
tender-city: রাজারবাগ, ঢাকা। — [1122, 2204, 1189, 2215]
story-paragraph: (প্রথম পৃষ্ঠার পর) রাজনৈতিক দলগুলোর মধ্যে সমঝোতা না হলে সংকট আরও ঘনীভূত হবে বলে মনে করেন বিশিষ্টজনরা। তারা বলেন, সংলাপের মাধ্যমে সমস্যার সমাধান খুঁজতে হবে। — [1004, 487, 1177, 532]
byline: নিজস্ব প্রতিবেদক — [1369, 218, 1426, 228]
classified-ad: দোকান ভাড়া : মতিঝিল বাণিজ্যিক এলাকায় মার্কেটের নিচতলায় দোকান ভাড়া দেওয়া হবে। যোগাযোগ : ০১৮১৯-২৩৪৫৬৭। সি: ১২৩৬৭/১৮ — [90, 359, 251, 404]
tender-gov: গণপ্রজাতন্ত্রী বাংলাদেশ সরকার — [1086, 2149, 1225, 2162]
story-paragraph: (প্রথম পৃষ্ঠার পর) শেষ ষোলো থেকে সেরা আটে উঠেছে দলটি। এবার সেমিফাইনালের টিকিট পেতে লড়বে তারা। দলের তারকা খেলোয়াড়রা ভালো ফর্মে রয়েছেন বলে জানিয়েছেন কোচ। — [1184, 621, 1357, 666]
story-paragraph: (প্রথম পৃষ্ঠার পর) স্থানীয়রা জানান, সড়কের এই অংশটি দীর্ঘদিন ধরে দুর্ঘটনাপ্রবণ। বাঁকের কারণে চালকরা সামনের গাড়ি দেখতে পান না। এ কারণে প্রায়ই দুর্ঘটনা ঘটে। সড়ক প্রশস্তকরণ ও বাঁক সোজা করার দাবি জানিয়েছেন এলাকাবাসী। — [420, 1062, 610, 1118]
classified-header-1b: ক্রয়/বিক্রয়/ভাড়া — [90, 1121, 251, 1147]
hsc-line5: ক্লাস শুরু: ১০ জুলাই'১৮ — [1385, 2014, 1476, 2024]
story-paragraph: (প্রথম পৃষ্ঠার পর) ম্যাচের শুরু থেকেই আক্রমণাত্মক খেলতে থাকে দলটি। কিন্তু প্রতিপক্ষের রক্ষণভাগ ভেদ করতে পারেনি তারা। প্রথমার্ধে এক গোলে পিছিয়ে পড়ে দ্বিতীয়ার্ধে বারবার আক্রমণ চালিয়েও সমতায় ফেরা সম্ভব হয়নি। খেলা শেষে মাঠেই কান্নায় ভেঙে পড়েন খেলোয়াড়রা। সমর্থকরাও হতাশ হয়ে গ্যালারি ছাড়েন। — [420, 610, 610, 678]
story-paragraph: (প্রথম পৃষ্ঠার পর) তিনি বলেন, নির্বাচন কমিশনকে স্বাধীনভাবে কাজ করতে দিতে হবে। জনগণের ভোটাধিকার নিশ্চিত করতে সব দলকে একসঙ্গে কাজ করতে হবে। অন্যথায় দেশে গণতন্ত্র টিকবে না বলে তিনি মন্তব্য করেন। — [823, 797, 994, 853]
story-paragraph: ঈদ উপলক্ষে মার্সেল ইলেকট্রনিক্স পণ্য ক্রেতাদের জন্য দিচ্ছে আকর্ষণীয় সুযোগ। ক্যাম্পেইন চলাকালে মার্সেল পণ্য কিনে ক্রেতারা পাবেন নিশ্চিত উপহার ও মূল্যছাড়। ফ্রিজ, টেলিভিশন, এয়ারকন্ডিশনারসহ বিভিন্ন পণ্যে এ সুবিধা পাওয়া যাবে। — [823, 578, 994, 635]
hsc-brand-row — [1369, 2030, 1492, 2053]
classified-ad: প্লট বিক্রয় : পূর্বাচলে রাজউক অনুমোদিত ৫ কাঠার প্লট বিক্রয় হবে। দক্ষিণমুখী, রাস্তা সংলগ্ন। মালিক সরাসরি। যোগাযোগ : ০১৯১৩-৯৮৭৬৫৪। সি: ১২৫০২/১৮ — [256, 1321, 413, 1366]
headline-neutral-vote: নিরপেক্ষ ভোট আদায় — [839, 773, 978, 793]
story-paragraph: (প্রথম পৃষ্ঠার পর) আদালত দুর্নীতির মামলায় তাকে কারাদণ্ড দিয়েছে। রায়ের পর তার দলের নেতাকর্মীরা বিক্ষোভ করেন। দেশটির রাজনীতিতে এ রায় নতুন মোড় এনেছে বলে বিশ্লেষকরা মনে করছেন। — [1004, 331, 1357, 404]
classified-ad: জরুরি ভাড়া : উত্তরায় নতুন ভবনে ফ্ল্যাট ভাড়া দেওয়া হবে। ৩ বেড, ৩ বাথ, ড্রয়িং, ডাইনিং, লিফট, গ্যাস, পার্কিং। যোগাযোগ : ০১৭১২-১৯৮৪৫২। সি: ১২৬১৮/১৮ — [256, 1373, 413, 1418]
story-paragraph: (প্রথম পৃষ্ঠার পর) শেষ ষোলো থেকে সেরা আটে উঠেছে দলটি। এবার সেমিফাইনালের টিকিট পেতে লড়বে তারা। দলের তারকা খেলোয়াড়রা ভালো ফর্মে রয়েছেন বলে জানিয়েছেন কোচ। — [1004, 593, 1177, 638]
story-paragraph: (প্রথম পৃষ্ঠার পর) তিনি বলেন, নির্বাচন কমিশনকে স্বাধীনভাবে কাজ করতে দিতে হবে। জনগণের ভোটাধিকার নিশ্চিত করতে সব দলকে একসঙ্গে কাজ করতে হবে। অন্যথায় দেশে গণতন্ত্র টিকবে না বলে তিনি মন্তব্য করেন। — [823, 860, 994, 916]
news-column-d — [1364, 146, 1494, 1883]
story-paragraph: (প্রথম পৃষ্ঠার পর) শেষ ষোলো থেকে সেরা আটে উঠেছে দলটি। এবার সেমিফাইনালের টিকিট পেতে লড়বে তারা। দলের তারকা খেলোয়াড়রা ভালো ফর্মে রয়েছেন বলে জানিয়েছেন কোচ। — [1004, 593, 1357, 717]
story-body-nawaz — [1004, 330, 1357, 406]
classified-ad: জরুরি ভাড়া : উত্তরায় নতুন ভবনে ফ্ল্যাট ভাড়া দেওয়া হবে। ৩ বেড, ৩ বাথ, ড্রয়িং, ডাইনিং, লিফট, গ্যাস, পার্কিং। যোগাযোগ : ০১৭১২-১৯৮৪৫২। সি: ১২৬১৮/১৮ — [256, 1156, 413, 1201]
story-paragraph: (প্রথম পৃষ্ঠার পর) আশঙ্কা অতি বাড়লেও লোকজন বাড়ি ছাড়ে না। উপজেলার নিম্নাঞ্চলের বাসিন্দারা বর্ষা মৌসুমে আতঙ্কে থাকেন। স্থানীয়রা জানান, প্রতি বছর বৃষ্টির সময় এই এলাকায় পাহাড় ধসের ঘটনা ঘটে। প্রশাসনের পক্ষ থেকে ঝুঁকিপূর্ণ এলাকা থেকে লোকজনকে সরিয়ে নেওয়ার উদ্যোগ নেওয়া হলেও অনেকে নিরাপদ আশ্রয়ে যেতে চান না। তারা জানান, ঘরবাড়ি ছেড়ে গেলে চুরির ভয় থাকে। — [620, 253, 811, 333]
classified-ad: ফ্ল্যাট বিক্রয় : মিরপুর, মোহাম্মদপুর ও ধানমন্ডিতে রেডি ফ্ল্যাট বিক্রয় হবে। ১২০০ থেকে ১৮০০ বর্গফুট। সহজ কিস্তিতে পরিশোধের সুযোগ। যোগাযোগ : ০১৭১৬-৫৪৩২১০। সি: ১২৪৮৭/১৮ — [90, 1317, 251, 1374]
brand-a: বাংলাদেশ — [1252, 95, 1376, 133]
classified-ad: জরুরি ভাড়া : উত্তরায় নতুন ভবনে ফ্ল্যাট ভাড়া দেওয়া হবে। ৩ বেড, ৩ বাথ, ড্রয়িং, ডাইনিং, লিফট, গ্যাস, পার্কিং। যোগাযোগ : ০১৭১২-১৯৮৪৫২। সি: ১২৬১৮/১৮ — [256, 940, 413, 985]
story-paragraph: (প্রথম পৃষ্ঠার পর) আশঙ্কা অতি বাড়লেও লোকজন বাড়ি ছাড়ে না। উপজেলার নিম্নাঞ্চলের বাসিন্দারা বর্ষা মৌসুমে আতঙ্কে থাকেন। স্থানীয়রা জানান, প্রতি বছর বৃষ্টির সময় এই এলাকায় পাহাড় ধসের ঘটনা ঘটে। প্রশাসনের পক্ষ থেকে ঝুঁকিপূর্ণ এলাকা থেকে লোকজনকে সরিয়ে নেওয়ার উদ্যোগ নেওয়া হলেও অনেকে নিরাপদ আশ্রয়ে যেতে চান না। তারা জানান, ঘরবাড়ি ছেড়ে গেলে চুরির ভয় থাকে। — [420, 179, 610, 259]
brand-logo — [1252, 88, 1478, 142]
classified-ad: নিয়োগ বিজ্ঞপ্তি : একটি প্রতিষ্ঠিত কোম্পানিতে মার্কেটিং অফিসার, হিসাবরক্ষক ও অফিস সহকারী পদে লোক নিয়োগ দেওয়া হবে। যোগ্যতা এইচএসসি/স্নাতক। সি: ১২৫২০/১৮ — [90, 803, 251, 848]
tender-notice — [817, 2142, 1494, 2354]
masthead — [90, 82, 1488, 145]
headline-brazil: রাজিলের অশ্রুসিক্ত — [540, 431, 691, 455]
hsc-title: HSC — [1369, 1891, 1492, 1937]
story-paragraph: (প্রথম পৃষ্ঠার পর) তিনি বলেন, দেশ উন্নয়নের পথে এগিয়ে যাচ্ছে। মাথাপিছু আয় বেড়েছে, দারিদ্র্যের হার কমেছে। অবকাঠামো খাতে বড় বড় প্রকল্প বাস্তবায়িত হচ্ছে। — [1184, 750, 1357, 795]
story-paragraph: (প্রথম পৃষ্ঠার পর) বাংলাদেশ প্রকৌশল বিশ্ববিদ্যালয়ের শিক্ষার্থীরা এ উৎসবের আয়োজন করেন। উৎসবে বিভিন্ন প্রতিযোগিতা, প্রদর্শনী ও সাংস্কৃতিক অনুষ্ঠান অনুষ্ঠিত হয়। দেশের বিভিন্ন বিশ্ববিদ্যালয়ের শিক্ষার্থীরা এতে অংশ নেন। — [1004, 239, 1177, 295]
classified-ad: দোকান ভাড়া : মতিঝিল বাণিজ্যিক এলাকায় মার্কেটের নিচতলায় দোকান ভাড়া দেওয়া হবে। যোগাযোগ : ০১৮১৯-২৩৪৫৬৭। সি: ১২৩৬৭/১৮ — [90, 689, 251, 734]
classified-ad: প্লট বিক্রয় : পূর্বাচলে রাজউক অনুমোদিত ৫ কাঠার প্লট বিক্রয় হবে। দক্ষিণমুখী, রাস্তা সংলগ্ন। মালিক সরাসরি। যোগাযোগ : ০১৯১৩-৯৮৭৬৫৪। সি: ১২৫০২/১৮ — [256, 889, 413, 934]
story-paragraph: (প্রথম পৃষ্ঠার পর) স্থানীয়রা জানান, সড়কের এই অংশটি দীর্ঘদিন ধরে দুর্ঘটনাপ্রবণ। বাঁকের কারণে চালকরা সামনের গাড়ি দেখতে পান না। এ কারণে প্রায়ই দুর্ঘটনা ঘটে। সড়ক প্রশস্তকরণ ও বাঁক সোজা করার দাবি জানিয়েছেন এলাকাবাসী। — [823, 1267, 994, 1324]
story-paragraph: (প্রথম পৃষ্ঠার পর) ক্যাম্পাসে দুই পক্ষের মধ্যে সংঘর্ষের ঘটনা ঘটে। এতে বেশ কয়েকজন আহত হন। পরিস্থিতি নিয়ন্ত্রণে পুলিশ মোতায়েন করা হয়েছে। — [1369, 807, 1494, 864]
brand-b: প্রতিদিন — [1375, 95, 1478, 133]
mid-classified-header: ক্রয়/বিক্রয়/ভাড়া — [420, 2123, 622, 2149]
news-column-a — [420, 146, 811, 2117]
classified-ad: ফ্ল্যাট বিক্রয় : মিরপুর, মোহাম্মদপুর ও ধানমন্ডিতে রেডি ফ্ল্যাট বিক্রয় হবে। ১২০০ থেকে ১৮০০ বর্গফুট। সহজ কিস্তিতে পরিশোধের সুযোগ। যোগাযোগ : ০১৭১৬-৫৪৩২১০। সি: ১২৪৮৭/১৮ — [256, 610, 413, 667]
news-column-b — [817, 146, 994, 2334]
tender-headline: ল্যাটিস গাইড টাওয়ারের খুচরা যন্ত্রাংশের Scrap মালামাল বিক্রয়ের জন্য পুনঃ নিলাম বিজ্ঞপ্তি — [946, 2242, 1365, 2255]
story-paragraph: (প্রথম পৃষ্ঠার পর) স্থানীয়রা জানান, সড়কের এই অংশটি দীর্ঘদিন ধরে দুর্ঘটনাপ্রবণ। বাঁকের কারণে চালকরা সামনের গাড়ি দেখতে পান না। এ কারণে প্রায়ই দুর্ঘটনা ঘটে। সড়ক প্রশস্তকরণ ও বাঁক সোজা করার দাবি জানিয়েছেন এলাকাবাসী। — [620, 1124, 811, 1181]
story-paragraph: (প্রথম পৃষ্ঠার পর) রাজনৈতিক দলগুলোর মধ্যে সমঝোতা না হলে সংকট আরও ঘনীভূত হবে বলে মনে করেন বিশিষ্টজনরা। তারা বলেন, সংলাপের মাধ্যমে সমস্যার সমাধান খুঁজতে হবে। — [1004, 436, 1177, 481]
classified-email: nobabbsp@gmail.com — [90, 343, 185, 353]
hsc-line3: 1st & 2nd Year — [1373, 1980, 1488, 1996]
classified-ad: ফ্ল্যাট বিক্রয় : মিরপুর, মোহাম্মদপুর ও ধানমন্ডিতে রেডি ফ্ল্যাট বিক্রয় হবে। ১২০০ থেকে ১৮০০ বর্গফুট। সহজ কিস্তিতে পরিশোধের সুযোগ। যোগাযোগ : ০১৭১৬-৫৪৩২১০। সি: ১২৪৮৭/১৮ — [256, 393, 413, 450]
classified-ad: দোকান ভাড়া : মতিঝিল বাণিজ্যিক এলাকায় মার্কেটের নিচতলায় দোকান ভাড়া দেওয়া হবে। যোগাযোগ : ০১৮১৯-২৩৪৫৬৭। সি: ১২৩৬৭/১৮ — [256, 1207, 413, 1253]
story-paragraph: (প্রথম পৃষ্ঠার পর) শেষ ষোলো থেকে সেরা আটে উঠেছে দলটি। এবার সেমিফাইনালের টিকিট পেতে লড়বে তারা। দলের তারকা খেলোয়াড়রা ভালো ফর্মে রয়েছেন বলে জানিয়েছেন কোচ। — [1004, 644, 1177, 689]
day-label: শনিবার — [220, 88, 259, 105]
classified-ad: প্লট বিক্রয় : পূর্বাচলে রাজউক অনুমোদিত ৫ কাঠার প্লট বিক্রয় হবে। দক্ষিণমুখী, রাস্তা সংলগ্ন। মালিক সরাসরি। যোগাযোগ : ০১৯১৩-৯৮৭৬৫৪। সি: ১২৫০২/১৮ — [90, 1380, 251, 1425]
story-body-country — [1004, 750, 1357, 903]
classified-ad: প্লট বিক্রয় : পূর্বাচলে রাজউক অনুমোদিত ৫ কাঠার প্লট বিক্রয় হবে। দক্ষিণমুখী, রাস্তা সংলগ্ন। মালিক সরাসরি। যোগাযোগ : ০১৯১৩-৯৮৭৬৫৪। সি: ১২৫০২/১৮ — [256, 456, 413, 502]
news-column-c — [999, 146, 1357, 2133]
classified-ad: বিজ্ঞপ্তি বিজ্ঞপ্তি : সরকারি ও স্বায়ত্তশাসিত প্রতিষ্ঠানে বিভিন্ন পদে নিয়োগের জন্য আগ্রহী প্রার্থীদের নিকট থেকে দরখাস্ত আহ্বান করা যাচ্ছে। যোগাযোগ : ০১৭১১-৫৩৪৮৬৭। সি: ১২৬৫৩/১৮ — [619, 2205, 811, 2250]
classified-ad: ফ্ল্যাট বিক্রয় : মিরপুর, মোহাম্মদপুর ও ধানমন্ডিতে রেডি ফ্ল্যাট বিক্রয় হবে। ১২০০ থেকে ১৮০০ বর্গফুট। সহজ কিস্তিতে পরিশোধের সুযোগ। যোগাযোগ : ০১৭১৬-৫৪৩২১০। সি: ১২৪৮৭/১৮ — [90, 473, 251, 529]
classified-ad: নিয়োগ বিজ্ঞপ্তি : একটি প্রতিষ্ঠিত কোম্পানিতে মার্কেটিং অফিসার, হিসাবরক্ষক ও অফিস সহকারী পদে লোক নিয়োগ দেওয়া হবে। যোগ্যতা এইচএসসি/স্নাতক। সি: ১২৫২০/১৮ — [90, 587, 251, 632]
story-paragraph: (প্রথম পৃষ্ঠার পর) তিনি বলেন, দেশ উন্নয়নের পথে এগিয়ে যাচ্ছে। মাথাপিছু আয় বেড়েছে, দারিদ্র্যের হার কমেছে। অবকাঠামো খাতে বড় বড় প্রকল্প বাস্তবায়িত হচ্ছে। — [1004, 852, 1177, 897]
byline: গাইবান্ধা প্রতিনিধি — [823, 218, 885, 228]
divider — [1369, 626, 1494, 628]
divider — [1369, 382, 1494, 384]
classified-ad: জরুরি ভাড়া : উত্তরায় নতুন ভবনে ফ্ল্যাট ভাড়া দেওয়া হবে। ৩ বেড, ৩ বাথ, ড্রয়িং, ডাইনিং, লিফট, গ্যাস, পার্কিং। যোগাযোগ : ০১৭১২-১৯৮৪৫২। সি: ১২৬১৮/১৮ — [90, 1019, 251, 1065]
story-paragraph: সংশ্লিষ্টরা জানান, বর্ষায় টানা বৃষ্টিপাতের ফলে পাহাড়ের মাটি নরম হয়ে ধসে পড়ে। পাহাড়ের পাদদেশে ঘর নির্মাণ বন্ধে কঠোর পদক্ষেপ নেওয়ার দাবি জানিয়েছেন সচেতন মহল। জেলা প্রশাসন জানিয়েছে, ঝুঁকিপূর্ণ বসবাসকারীদের তালিকা তৈরি করা হয়েছে এবং আশ্রয়কেন্দ্র প্রস্তুত রাখা হয়েছে। — [620, 179, 811, 248]
hsc-line4: বিজ্ঞান ■ মানবিক ■ বাণিজ্য — [1382, 2000, 1479, 2009]
story-paragraph: (প্রথম পৃষ্ঠার পর) আশঙ্কা অতি বাড়লেও লোকজন বাড়ি ছাড়ে না। উপজেলার নিম্নাঞ্চলের বাসিন্দারা বর্ষা মৌসুমে আতঙ্কে থাকেন। স্থানীয়রা জানান, প্রতি বছর বৃষ্টির সময় এই এলাকায় পাহাড় ধসের ঘটনা ঘটে। প্রশাসনের পক্ষ থেকে ঝুঁকিপূর্ণ এলাকা থেকে লোকজনকে সরিয়ে নেওয়ার উদ্যোগ নেওয়া হলেও অনেকে নিরাপদ আশ্রয়ে যেতে চান না। তারা জানান, ঘরবাড়ি ছেড়ে গেলে চুরির ভয় থাকে। — [420, 339, 610, 419]
story-paragraph: (প্রথম পৃষ্ঠার পর) ম্যাচের শুরু থেকেই আক্রমণাত্মক খেলতে থাকে দলটি। কিন্তু প্রতিপক্ষের রক্ষণভাগ ভেদ করতে পারেনি তারা। প্রথমার্ধে এক গোলে পিছিয়ে পড়ে দ্বিতীয়ার্ধে বারবার আক্রমণ চালিয়েও সমতায় ফেরা সম্ভব হয়নি। খেলা শেষে মাঠেই কান্নায় ভেঙে পড়েন খেলোয়াড়রা। সমর্থকরাও হতাশ হয়ে গ্যালারি ছাড়েন। — [420, 461, 610, 529]
